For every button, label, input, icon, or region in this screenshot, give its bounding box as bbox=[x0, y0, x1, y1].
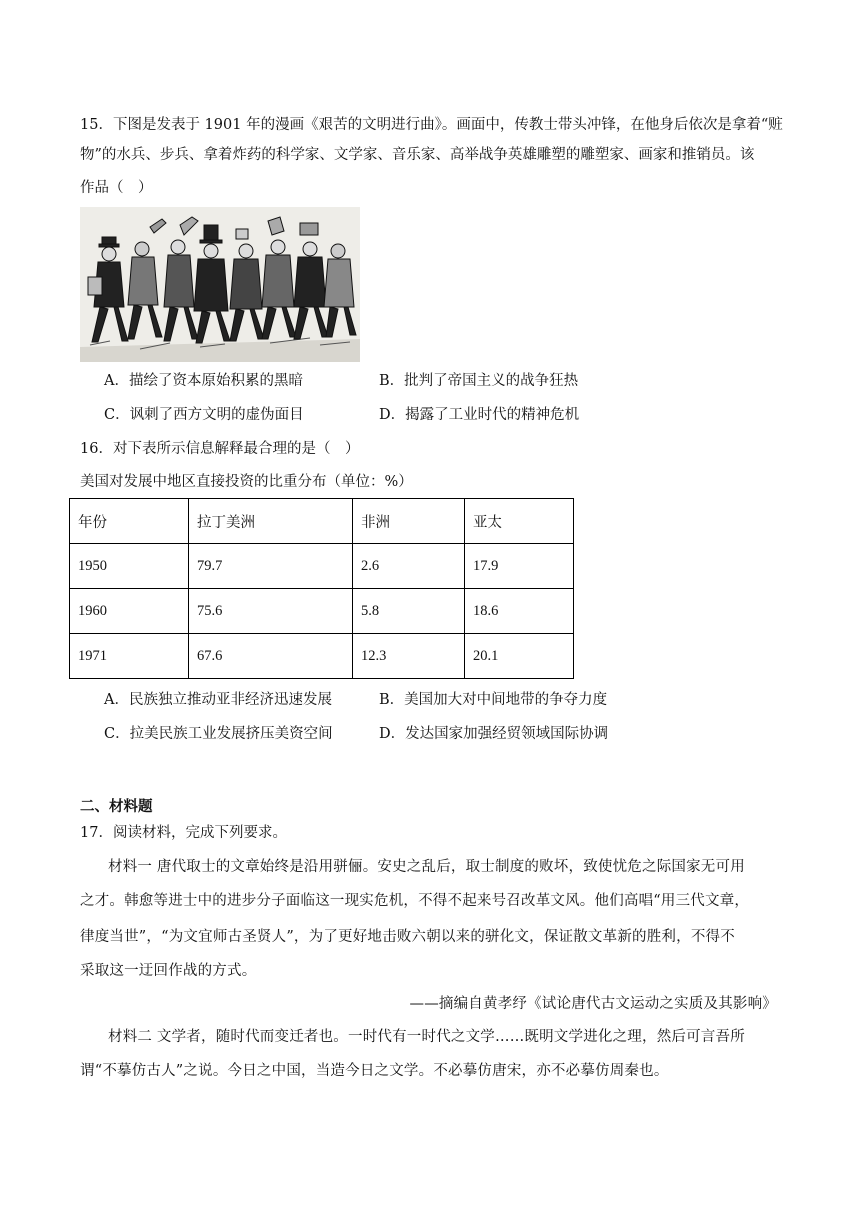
cartoon-image bbox=[80, 207, 360, 362]
table-cell: 1960 bbox=[70, 589, 189, 634]
material1-line3: 律度当世”，“为文宜师古圣贤人”，为了更好地击败六朝以来的骈化文，保证散文革新的胜利，不得不 bbox=[80, 929, 735, 945]
q15-option-c[interactable]: C．讽刺了西方文明的虚伪面目 bbox=[104, 407, 304, 423]
table-header-cell: 拉丁美洲 bbox=[189, 499, 353, 544]
table-header-cell: 非洲 bbox=[353, 499, 465, 544]
table-caption: 美国对发展中地区直接投资的比重分布（单位：%） bbox=[80, 474, 413, 490]
table-cell: 1950 bbox=[70, 544, 189, 589]
table-header-cell: 年份 bbox=[70, 499, 189, 544]
q15-option-b[interactable]: B．批判了帝国主义的战争狂热 bbox=[379, 373, 579, 389]
q16-option-b[interactable]: B．美国加大对中间地带的争夺力度 bbox=[379, 692, 608, 708]
material1-line2: 之才。韩愈等进士中的进步分子面临这一现实危机，不得不起来号召改革文风。他们高唱“用三代文章， bbox=[80, 893, 750, 909]
material2-line1: 材料二 文学者，随时代而变迁者也。一时代有一时代之文学……既明文学进化之理，然后可言吾所 bbox=[108, 1029, 745, 1045]
q15-stem-line2: 物”的水兵、步兵、拿着炸药的科学家、文学家、音乐家、高举战争英雄雕塑的雕塑家、画家和推销员。该 bbox=[80, 147, 755, 163]
table-cell: 12.3 bbox=[353, 634, 465, 679]
q16-option-c[interactable]: C．拉美民族工业发展挤压美资空间 bbox=[104, 726, 333, 742]
q17-stem: 17．阅读材料，完成下列要求。 bbox=[80, 825, 287, 841]
investment-table bbox=[69, 498, 574, 679]
material1-source: ——摘编自黄孝纾《试论唐代古文运动之实质及其影响》 bbox=[409, 996, 777, 1012]
table-cell: 75.6 bbox=[189, 589, 353, 634]
q15-option-d[interactable]: D．揭露了工业时代的精神危机 bbox=[379, 407, 580, 423]
material2-line2: 谓“不摹仿古人”之说。今日之中国，当造今日之文学。不必摹仿唐宋，亦不必摹仿周秦也。 bbox=[80, 1063, 669, 1079]
table-cell: 79.7 bbox=[189, 544, 353, 589]
q15-stem-line3: 作品（ ） bbox=[80, 180, 153, 196]
table-row bbox=[70, 544, 574, 589]
material1-line4: 采取这一迂回作战的方式。 bbox=[80, 963, 257, 979]
table-cell: 20.1 bbox=[465, 634, 574, 679]
q16-option-a[interactable]: A．民族独立推动亚非经济迅速发展 bbox=[104, 692, 332, 708]
table-cell: 5.8 bbox=[353, 589, 465, 634]
q16-stem: 16．对下表所示信息解释最合理的是（ ） bbox=[80, 441, 360, 457]
table-header-cell: 亚太 bbox=[465, 499, 574, 544]
table-cell: 67.6 bbox=[189, 634, 353, 679]
table-cell: 2.6 bbox=[353, 544, 465, 589]
table-row bbox=[70, 634, 574, 679]
table-cell: 1971 bbox=[70, 634, 189, 679]
section-title: 二、材料题 bbox=[80, 798, 153, 815]
table-cell: 18.6 bbox=[465, 589, 574, 634]
table-header-row bbox=[70, 499, 574, 544]
table-row bbox=[70, 589, 574, 634]
q15-option-a[interactable]: A．描绘了资本原始积累的黑暗 bbox=[104, 373, 303, 389]
q15-stem-line1: 15．下图是发表于 1901 年的漫画《艰苦的文明进行曲》。画面中，传教士带头冲锋，在他身后依次是拿着“赃 bbox=[80, 117, 783, 133]
table-cell: 17.9 bbox=[465, 544, 574, 589]
q16-option-d[interactable]: D．发达国家加强经贸领域国际协调 bbox=[379, 726, 609, 742]
material1-line1: 材料一 唐代取士的文章始终是沿用骈俪。安史之乱后，取士制度的败坏，致使忧危之际国家无可用 bbox=[108, 859, 745, 875]
